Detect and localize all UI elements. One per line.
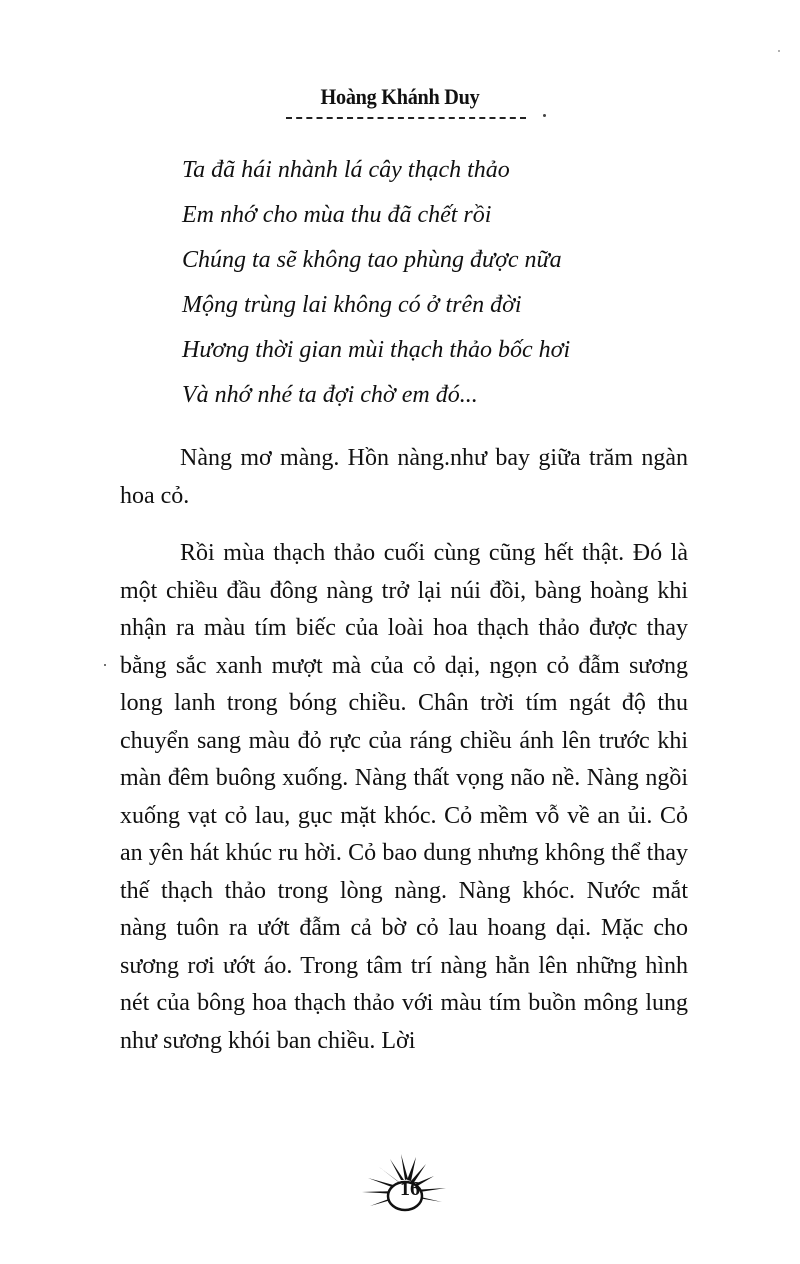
print-speck [778, 50, 780, 52]
print-speck [543, 114, 546, 117]
poem-line: Chúng ta sẽ không tao phùng được nữa [182, 247, 562, 273]
prose-block [120, 440, 688, 1060]
page-footer [360, 1150, 450, 1220]
poem-line: Và nhớ nhé ta đợi chờ em đó... [182, 382, 478, 408]
page-number: 16 [400, 1178, 420, 1200]
paragraph: Rồi mùa thạch thảo cuối cùng cũng hết thật. Đó là một chiều đầu đông nàng trở lại núi đồi, bàng hoàng khi nhận ra màu tím biếc của loài hoa thạch thảo được thay bằng sắc xanh mượt mà của cỏ dại, ngọn cỏ đẫm sương long lanh trong bóng chiều. Chân trời tím ngát độ thu chuyển sang màu đỏ rực của ráng chiều ánh lên trước khi màn đêm buông xuống. Nàng thất vọng não nề. Nàng ngồi xuống vạt cỏ lau, gục mặt khóc. Cỏ mềm vỗ về an ủi. Cỏ an yên hát khúc ru hời. Cỏ bao dung nhưng không thể thay thế thạch thảo trong lòng nàng. Nàng khóc. Nước mắt nàng tuôn ra ướt đẫm cả bờ cỏ lau hoang dại. Mặc cho sương rơi ướt áo. Trong tâm trí nàng hằn lên những hình nét của bông hoa thạch thảo với màu tím buồn mông lung như sương khói ban chiều. Lời [120, 540, 688, 1054]
paragraph: Nàng mơ màng. Hồn nàng.như bay giữa trăm ngàn hoa cỏ. [120, 445, 688, 509]
poem-line: Ta đã hái nhành lá cây thạch thảo [182, 157, 510, 183]
poem-line: Em nhớ cho mùa thu đã chết rồi [182, 202, 492, 228]
poem-line: Hương thời gian mùi thạch thảo bốc hơi [182, 337, 571, 363]
poem-line: Mộng trùng lai không có ở trên đời [182, 292, 522, 318]
running-header-author: Hoàng Khánh Duy [320, 84, 480, 109]
header-dashed-rule [286, 117, 526, 119]
poem-block [182, 148, 702, 418]
print-speck [104, 664, 106, 666]
